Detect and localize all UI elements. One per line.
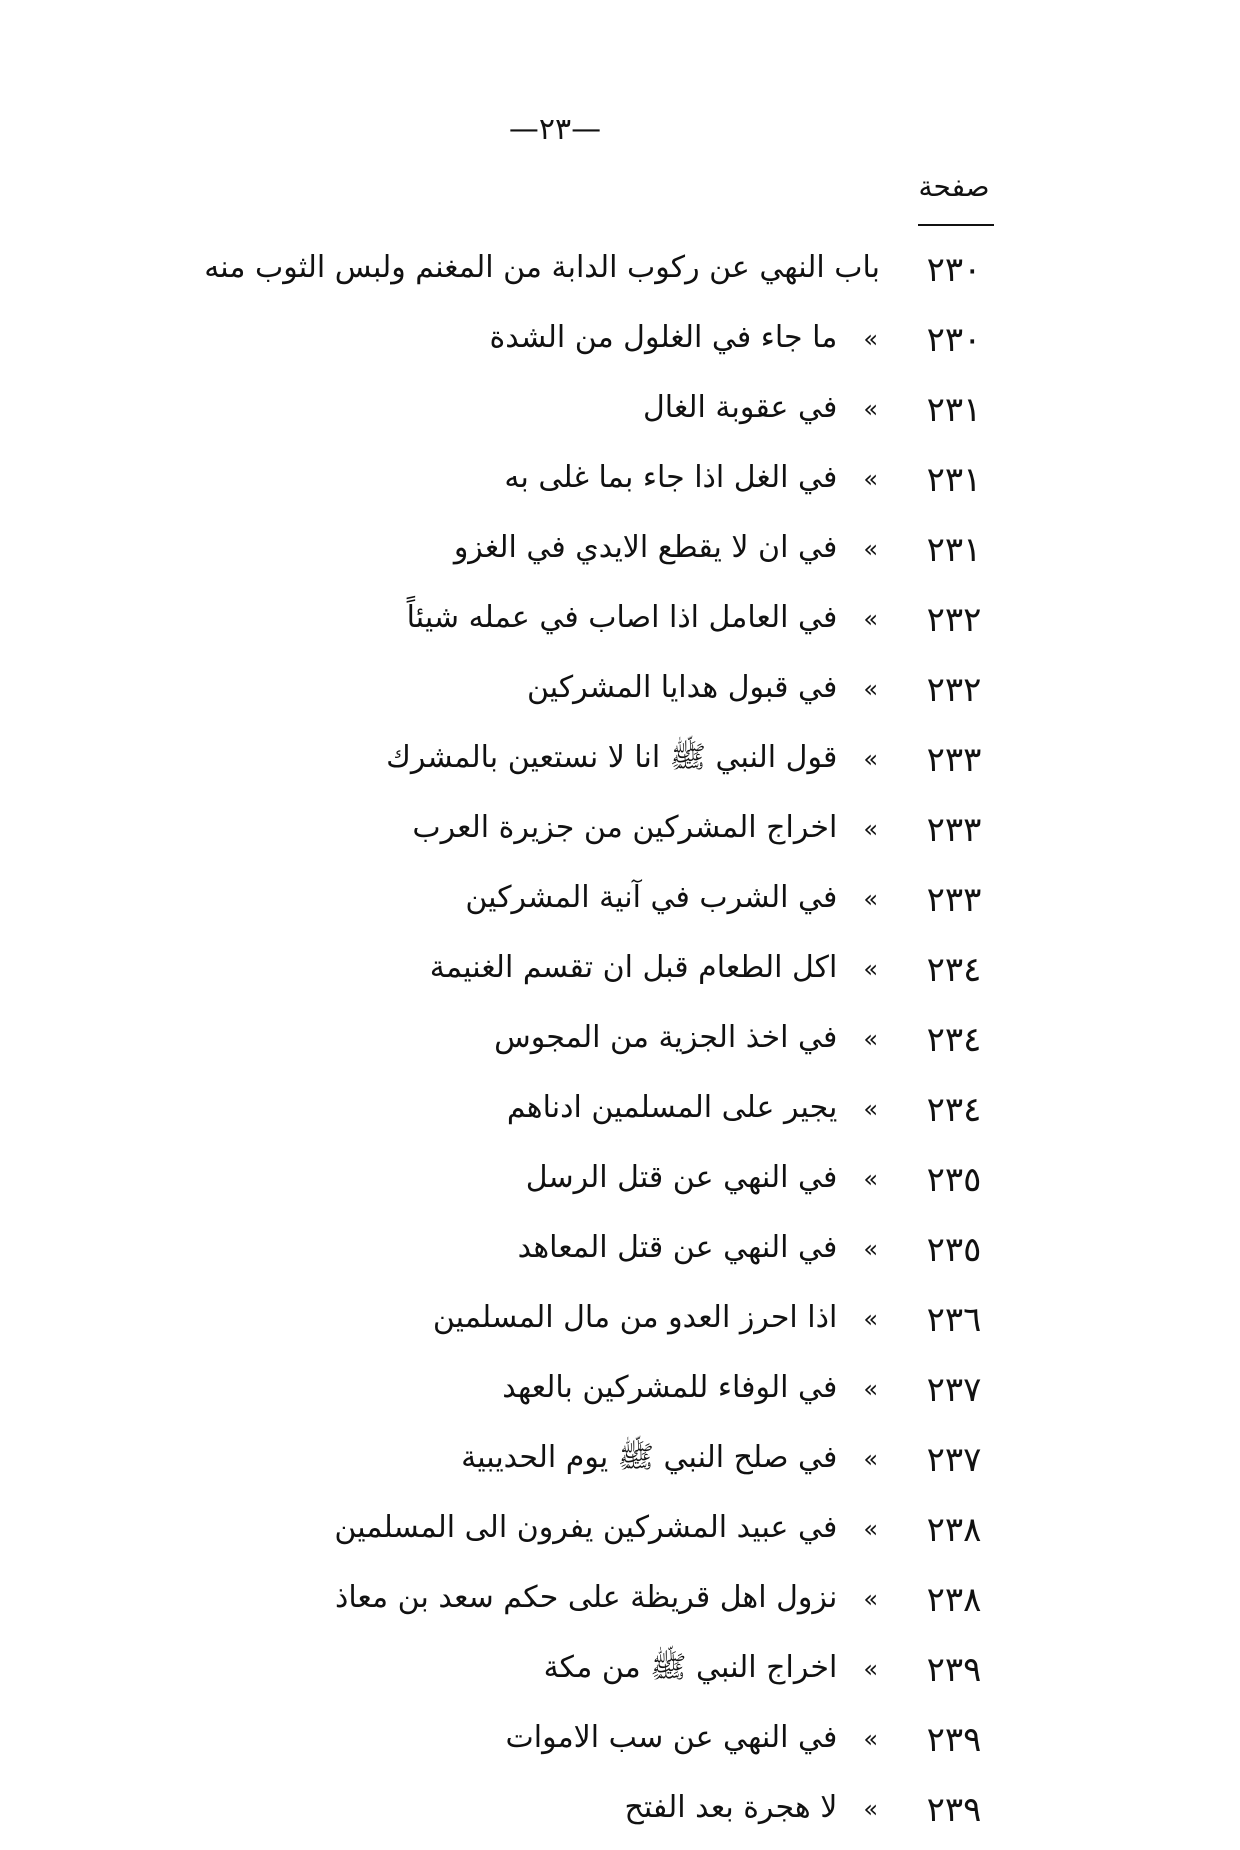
- toc-entry-text: نزول اهل قريظة على حكم سعد بن معاذ: [335, 1580, 838, 1615]
- ditto-mark: »: [863, 955, 878, 983]
- ditto-mark: »: [863, 1445, 878, 1473]
- toc-entry-page: ٢٣٩: [926, 1720, 982, 1760]
- toc-entry-text: لا هجرة بعد الفتح: [624, 1790, 838, 1825]
- toc-entry: [0, 380, 1240, 450]
- toc-entry-text: باب النهي عن ركوب الدابة من المغنم ولبس الثوب منه: [204, 250, 880, 285]
- ditto-mark: »: [863, 1725, 878, 1753]
- toc-entry-text: في عبيد المشركين يفرون الى المسلمين: [334, 1510, 838, 1545]
- ditto-mark: »: [863, 815, 878, 843]
- toc-entry-title: [506, 1716, 878, 1761]
- toc-entry-page: ٢٣١: [926, 460, 982, 500]
- ditto-mark: »: [863, 1095, 878, 1123]
- toc-entry-page: ٢٣٤: [926, 1020, 982, 1060]
- ditto-mark: »: [863, 1375, 878, 1403]
- toc-entry-page: ٢٣٥: [926, 1230, 982, 1270]
- toc-entry-text: اخراج المشركين من جزيرة العرب: [412, 810, 838, 845]
- page-column-header: صفحة: [918, 170, 990, 203]
- toc-entry-page: ٢٣٠: [926, 320, 982, 360]
- ditto-mark: »: [863, 1515, 878, 1543]
- toc-entry-page: ٢٣٤: [926, 950, 982, 990]
- toc-entry-title: [335, 1576, 878, 1621]
- toc-entry: [0, 1500, 1240, 1570]
- toc-entry-text: في قبول هدايا المشركين: [526, 670, 838, 705]
- toc-entry-title: [544, 1646, 878, 1691]
- table-of-contents: [0, 240, 1240, 1850]
- toc-entry: [0, 310, 1240, 380]
- toc-entry-page: ٢٣٠: [926, 250, 982, 290]
- toc-entry: [0, 1290, 1240, 1360]
- toc-entry-title: [507, 1086, 878, 1131]
- toc-entry: [0, 1570, 1240, 1640]
- toc-entry-text: في صلح النبي ﷺ يوم الحديبية: [461, 1440, 838, 1475]
- toc-entry-text: اكل الطعام قبل ان تقسم الغنيمة: [429, 950, 838, 985]
- ditto-mark: »: [863, 395, 878, 423]
- toc-entry-page: ٢٣٣: [926, 810, 982, 850]
- ditto-mark: »: [863, 1305, 878, 1333]
- toc-entry-title: [334, 1506, 878, 1551]
- toc-entry-page: ٢٣٢: [926, 670, 982, 710]
- toc-entry-title: [412, 806, 878, 851]
- toc-entry-page: ٢٣٨: [926, 1580, 982, 1620]
- ditto-mark: »: [863, 1585, 878, 1613]
- toc-entry: [0, 240, 1240, 310]
- toc-entry: [0, 1150, 1240, 1220]
- toc-entry-title: [407, 596, 878, 641]
- toc-entry-page: ٢٣٧: [926, 1440, 982, 1480]
- toc-entry: [0, 1080, 1240, 1150]
- toc-entry-text: ما جاء في الغلول من الشدة: [489, 320, 838, 355]
- toc-entry-page: ٢٣١: [926, 530, 982, 570]
- ditto-mark: »: [863, 325, 878, 353]
- toc-entry-page: ٢٣٣: [926, 740, 982, 780]
- ditto-mark: »: [863, 745, 878, 773]
- toc-entry-page: ٢٣٧: [926, 1370, 982, 1410]
- toc-entry-text: اذا احرز العدو من مال المسلمين: [432, 1300, 838, 1335]
- ditto-mark: »: [863, 1235, 878, 1263]
- toc-entry: [0, 730, 1240, 800]
- ditto-mark: »: [863, 1165, 878, 1193]
- toc-entry-text: في الوفاء للمشركين بالعهد: [502, 1370, 838, 1405]
- toc-entry-title: [386, 736, 878, 781]
- toc-entry-title: [433, 1296, 878, 1341]
- toc-entry-title: [430, 946, 878, 991]
- toc-entry: [0, 520, 1240, 590]
- toc-entry-text: في ان لا يقطع الايدي في الغزو: [453, 530, 838, 565]
- toc-entry-title: [494, 1016, 878, 1061]
- toc-entry-text: اخراج النبي ﷺ من مكة: [543, 1650, 838, 1685]
- toc-entry-text: في النهي عن سب الاموات: [505, 1720, 838, 1755]
- toc-entry-title: [204, 246, 880, 290]
- header-underline: [918, 224, 994, 226]
- toc-entry-page: ٢٣٩: [926, 1650, 982, 1690]
- ditto-mark: »: [863, 885, 878, 913]
- toc-entry-title: [643, 386, 878, 431]
- toc-entry-text: في النهي عن قتل الرسل: [525, 1160, 838, 1195]
- toc-entry-page: ٢٣٥: [926, 1160, 982, 1200]
- toc-entry: [0, 800, 1240, 870]
- toc-entry-text: في عقوبة الغال: [643, 390, 838, 425]
- toc-entry-text: في الشرب في آنية المشركين: [465, 880, 838, 915]
- toc-entry-title: [490, 316, 879, 361]
- toc-entry-page: ٢٣١: [926, 390, 982, 430]
- toc-entry-page: ٢٣٩: [926, 1790, 982, 1830]
- ditto-mark: »: [863, 605, 878, 633]
- toc-entry-text: في النهي عن قتل المعاهد: [517, 1230, 838, 1265]
- toc-entry: [0, 1780, 1240, 1850]
- toc-entry-text: يجير على المسلمين ادناهم: [506, 1090, 838, 1125]
- toc-entry: [0, 590, 1240, 660]
- toc-entry-title: [526, 1156, 878, 1201]
- toc-entry: [0, 1430, 1240, 1500]
- toc-entry: [0, 1010, 1240, 1080]
- toc-entry-text: في الغل اذا جاء بما غلى به: [504, 460, 838, 495]
- toc-entry-title: [502, 1366, 878, 1411]
- toc-entry: [0, 1360, 1240, 1430]
- toc-entry-title: [518, 1226, 878, 1271]
- toc-entry-text: قول النبي ﷺ انا لا نستعين بالمشرك: [386, 740, 838, 775]
- toc-entry-title: [527, 666, 878, 711]
- toc-entry-page: ٢٣٤: [926, 1090, 982, 1130]
- toc-entry: [0, 1710, 1240, 1780]
- ditto-mark: »: [863, 535, 878, 563]
- page-number: —٢٣—: [508, 112, 602, 147]
- ditto-mark: »: [863, 1025, 878, 1053]
- ditto-mark: »: [863, 465, 878, 493]
- toc-entry: [0, 1640, 1240, 1710]
- ditto-mark: »: [863, 1795, 878, 1823]
- toc-entry: [0, 870, 1240, 940]
- ditto-mark: »: [863, 675, 878, 703]
- toc-entry-text: في اخذ الجزية من المجوس: [494, 1020, 838, 1055]
- toc-entry-page: ٢٣٣: [926, 880, 982, 920]
- toc-entry-title: [461, 1436, 878, 1481]
- toc-entry-page: ٢٣٨: [926, 1510, 982, 1550]
- toc-entry: [0, 1220, 1240, 1290]
- toc-entry-title: [504, 456, 878, 501]
- toc-entry-page: ٢٣٢: [926, 600, 982, 640]
- toc-entry-title: [465, 876, 878, 921]
- ditto-mark: »: [863, 1655, 878, 1683]
- toc-entry: [0, 450, 1240, 520]
- toc-entry-page: ٢٣٦: [926, 1300, 982, 1340]
- toc-entry: [0, 660, 1240, 730]
- toc-entry: [0, 940, 1240, 1010]
- toc-entry-title: [625, 1786, 879, 1831]
- toc-entry-title: [454, 526, 878, 571]
- toc-entry-text: في العامل اذا اصاب في عمله شيئاً: [406, 600, 838, 635]
